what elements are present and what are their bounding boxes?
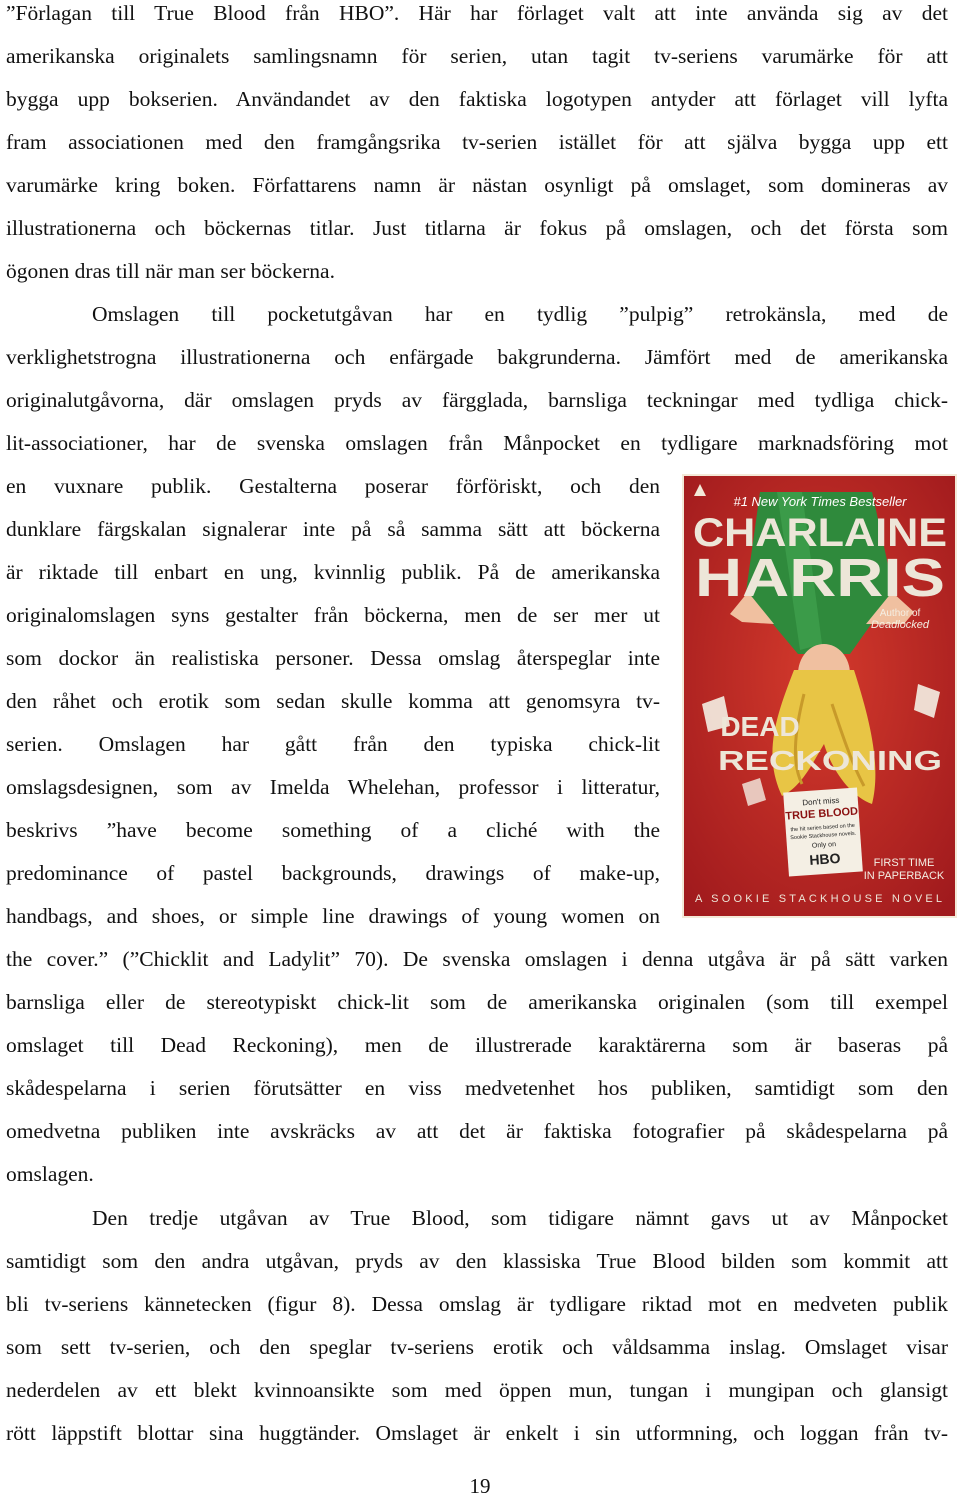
book-cover-image [682, 474, 957, 918]
text-line: beskrivs ”have become something of a cliché with the [6, 818, 660, 842]
cover-first-time-line2: IN PAPERBACK [863, 870, 945, 882]
text-line: handbags, and shoes, or simple line drawings of young women on [6, 904, 660, 928]
text-line: barnsliga eller de stereotypiskt chick-lit som de amerikanska originalen (som till exempel [6, 990, 948, 1014]
cover-title-line2: RECKONING [718, 745, 942, 776]
text-line: Den tredje utgåvan av True Blood, som tidigare nämnt gavs ut av Månpocket [92, 1206, 948, 1230]
text-line: dunklare färgskalan signalerar inte på så samma sätt att böckerna [6, 517, 660, 541]
text-line: omedvetna publiken inte avskräcks av att det är faktiska fotografier på skådespelarna på [6, 1119, 948, 1143]
text-line: bygga upp bokserien. Användandet av den faktiska logotypen antyder att förlaget vill lyfta [6, 87, 948, 111]
cover-first-time-line1: FIRST TIME [873, 857, 935, 869]
text-line: omslagsdesignen, som av Imelda Whelehan, professor i litteratur, [6, 775, 660, 799]
page-number: 19 [469, 1474, 491, 1498]
text-line: originalomslagen syns gestalter från böckerna, men de ser mer ut [6, 603, 660, 627]
text-line: den råhet och erotik som sedan skulle komma att genomsyra tv- [6, 689, 660, 713]
text-line: samtidigt som den andra utgåvan, pryds av den klassiska True Blood bilden som kommit att [6, 1249, 948, 1273]
text-line: amerikanska originalets samlingsnamn för serien, utan tagit tv-seriens varumärke för att [6, 44, 948, 68]
text-line: som dockor än realistiska personer. Dessa omslag återspeglar inte [6, 646, 660, 670]
cover-title-line1: DEAD [720, 711, 800, 742]
badge-line2: Sookie Stackhouse novels. [790, 830, 857, 842]
cover-author-of-title: Deadlocked [870, 619, 930, 631]
text-line: omslagen. [6, 1162, 94, 1186]
text-line: verklighetstrogna illustrationerna och enfärgade bakgrunderna. Jämfört med de amerikanska [6, 345, 948, 369]
cover-author-last: HARRIS [695, 548, 945, 608]
badge-top: Don't miss [802, 795, 840, 808]
badge-network: HBO [808, 849, 841, 869]
text-line: originalutgåvorna, där omslagen pryds av färgglada, barnsliga teckningar med tydliga chick- [6, 388, 948, 412]
text-line: är riktade till enbart en ung, kvinnlig publik. På de amerikanska [6, 560, 660, 584]
text-line: serien. Omslagen har gått från den typiska chick-lit [6, 732, 660, 756]
text-line: varumärke kring boken. Författarens namn är nästan osynligt på omslaget, som domineras av [6, 173, 948, 197]
text-line: som sett tv-serien, och den speglar tv-seriens erotik och våldsamma inslag. Omslaget visar [6, 1335, 948, 1359]
cover-author-of-label: Author of [879, 608, 921, 619]
text-line: omslaget till Dead Reckoning), men de illustrerade karaktärerna som är baseras på [6, 1033, 948, 1057]
text-line: bli tv-seriens kännetecken (figur 8). Dessa omslag är tydligare riktad mot en medveten publik [6, 1292, 948, 1316]
text-line: skådespelarna i serien förutsätter en viss medvetenhet hos publiken, samtidigt som den [6, 1076, 948, 1100]
text-line: ögonen dras till när man ser böckerna. [6, 259, 335, 283]
badge-brand: TRUE BLOOD [785, 805, 859, 823]
cover-bestseller-line: #1 New York Times Bestseller [733, 494, 907, 509]
text-line: en vuxnare publik. Gestalterna poserar förföriskt, och den [6, 474, 660, 498]
text-line: fram associationen med den framgångsrika tv-serien istället för att själva bygga upp ett [6, 130, 948, 154]
text-line: Omslagen till pocketutgåvan har en tydlig ”pulpig” retrokänsla, med de [92, 302, 948, 326]
cover-author-first: CHARLAINE [693, 511, 947, 555]
cover-series-name: A SOOKIE STACKHOUSE NOVEL [695, 893, 945, 905]
text-line: lit-associationer, har de svenska omslagen från Månpocket en tydligare marknadsföring mot [6, 431, 948, 455]
text-line: predominance of pastel backgrounds, drawings of make-up, [6, 861, 660, 885]
text-line: nederdelen av ett blekt kvinnoansikte som med öppen mun, tungan i mungipan och glansigt [6, 1378, 948, 1402]
badge-line3: Only on [811, 841, 837, 850]
text-line: the cover.” (”Chicklit and Ladylit” 70). De svenska omslagen i denna utgåva är på sätt varken [6, 947, 948, 971]
text-line: illustrationerna och böckernas titlar. Just titlarna är fokus på omslagen, och det första som [6, 216, 948, 240]
text-line: rött läppstift blottar sina huggtänder. Omslaget är enkelt i sin utformning, och loggan från tv- [6, 1421, 948, 1445]
badge-line1: the hit series based on the [790, 822, 856, 834]
text-line: ”Förlagan till True Blood från HBO”. Här har förlaget valt att inte använda sig av det [6, 1, 948, 25]
